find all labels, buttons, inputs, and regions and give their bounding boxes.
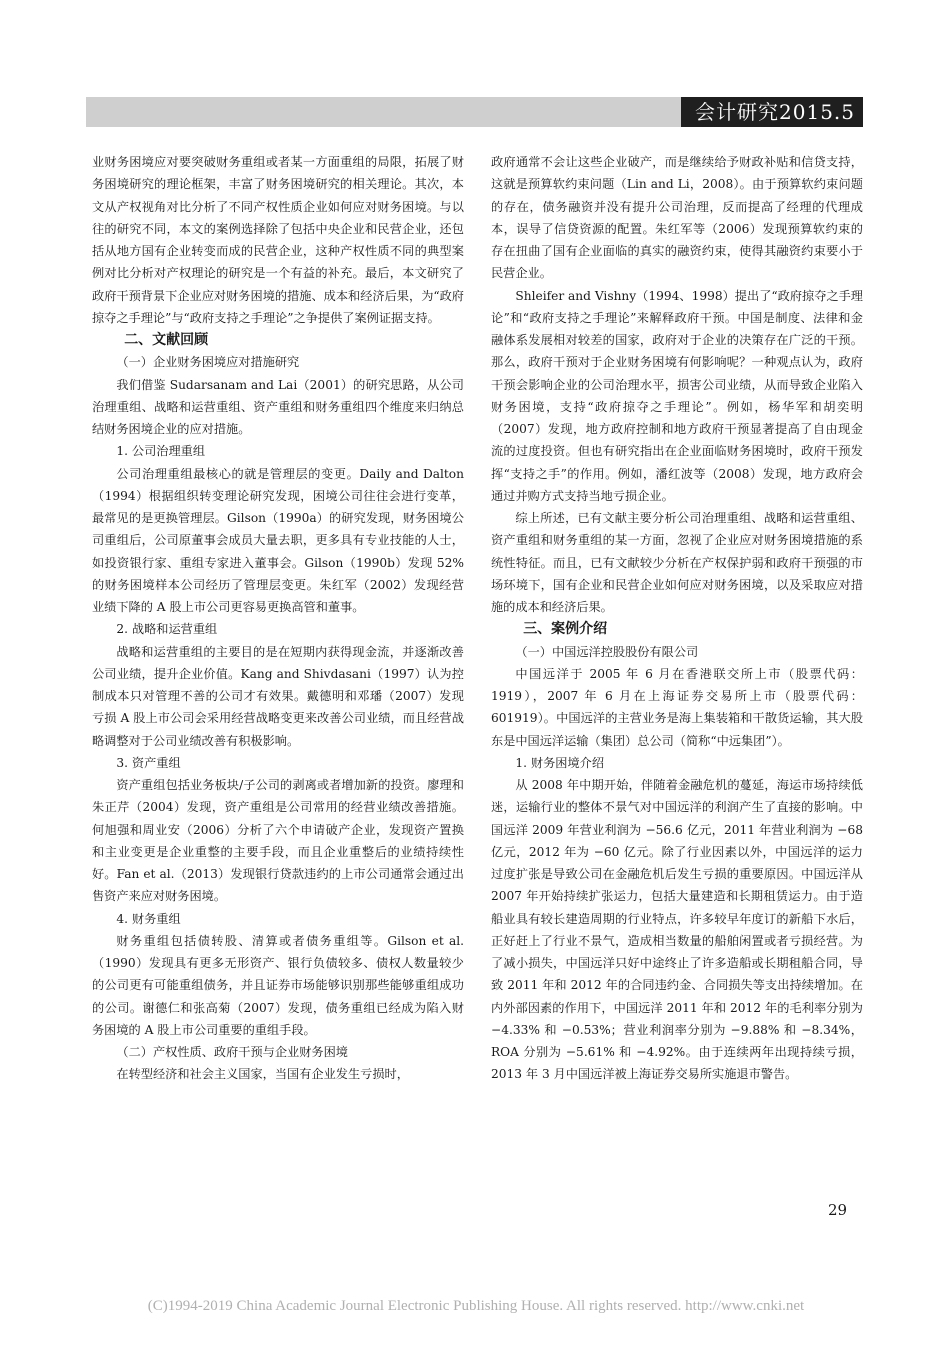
subsubsection-heading: 4. 财务重组: [116, 911, 181, 926]
journal-title: 会计研究2015.5: [681, 97, 863, 127]
page-number: 29: [828, 1201, 848, 1219]
paragraph: 政府通常不会让这些企业破产，而是继续给予财政补贴和信贷支持，这就是预算软约束问题（Lin and Li，2008）。由于预算软约束问题的存在，债务融资并没有提升公司治理，反而提高了经理的代理成本，误导了信贷资源的配置。朱红军等（2006）发现预算软约束的存在扭曲了国有企业面临的真实的融资约束，使得其融资约束要小于民营企业。: [491, 155, 863, 281]
subsubsection-heading: 1. 财务困境介绍: [515, 755, 605, 770]
paragraph: 综上所述，已有文献主要分析公司治理重组、战略和运营重组、资产重组和财务重组的某一方面，忽视了企业应对财务困境措施的系统性特征。而且，已有文献较少分析在产权保护弱和政府干预强的市场环境下，国有企业和民营企业如何应对财务困境，以及采取应对措施的成本和经济后果。: [491, 511, 863, 614]
paragraph: 公司治理重组最核心的就是管理层的变更。Daily and Dalton（1994）根据组织转变理论研究发现，困境公司往往会进行变革，最常见的是更换管理层。Gilson（1990a）的研究发现，财务困境公司重组后，公司原董事会成员大量去职，更多具有专业技能的人士，如投资银行家、重组专家进入董事会。Gilson（1990b）发现 52% 的财务困境样本公司经历了管理层变更。朱红军（2002）发现经营业绩下降的 A 股上市公司更容易更换高管和董事。: [92, 466, 464, 614]
paragraph: 从 2008 年中期开始，伴随着金融危机的蔓延，海运市场持续低迷，运输行业的整体不景气对中国远洋的利润产生了直接的影响。中国远洋 2009 年营业利润为 −56.6 亿元，2011 年营业利润为 −68 亿元，2012 年为 −60 亿元。除了行业因素以外，中国远洋的运力过度扩张是导致公司在金融危机后发生亏损的重要原因。中国远洋从 2007 年开始持续扩张运力，包括大量建造和长期租赁运力。由于造船业具有较长建造周期的行业特点，许多较早年度订的新船下水后，正好赶上了行业不景气，造成相当数量的船舶闲置或者亏损经营。为了减小损失，中国远洋只好中途终止了许多造船或长期租船合同，导致 2011 年和 2012 年的合同违约金、合同损失等支出持续增加。在内外部因素的作用下，中国远洋 2011 年和 2012 年的毛利率分别为 −4.33% 和 −0.53%；营业利润率分别为 −9.88% 和 −8.34%，ROA 分别为 −5.61% 和 −4.92%。由于连续两年出现持续亏损，2013 年 3 月中国远洋被上海证券交易所实施退市警告。: [491, 778, 863, 1082]
subsection-heading: （一）中国远洋控股股份有限公司: [515, 644, 699, 659]
paragraph: 战略和运营重组的主要目的是在短期内获得现金流，并逐渐改善公司业绩，提升企业价值。Kang and Shivdasani（1997）认为控制成本只对管理不善的公司才有效果。戴德明和邓璠（2007）发现亏损 A 股上市公司会采用经营战略变更来改善公司业绩，而且经营战略调整对于公司业绩改善有积极影响。: [92, 644, 464, 748]
paragraph: 我们借鉴 Sudarsanam and Lai（2001）的研究思路，从公司治理重组、战略和运营重组、资产重组和财务重组四个维度来归纳总结财务困境企业的应对措施。: [92, 377, 464, 436]
subsection-heading: （一）企业财务困境应对措施研究: [116, 355, 300, 370]
right-column: [491, 151, 863, 1086]
paragraph: 中国远洋于 2005 年 6 月在香港联交所上市（股票代码：1919），2007 年 6 月在上海证券交易所上市（股票代码：601919）。中国远洋的主营业务是海上集装箱和干散货运输，其大股东是中国远洋运输（集团）总公司（简称“中远集团”）。: [491, 666, 863, 748]
paragraph: 财务重组包括债转股、清算或者债务重组等。Gilson et al.（1990）发现具有更多无形资产、银行负债较多、债权人数量较少的公司更有可能重组债务，并且证券市场能够识别那些能够重组成功的公司。谢德仁和张高菊（2007）发现，债务重组已经成为陷入财务困境的 A 股上市公司重要的重组手段。: [92, 933, 464, 1037]
paragraph: 在转型经济和社会主义国家，当国有企业发生亏损时，: [116, 1067, 409, 1082]
section-heading: 二、文献回顾: [124, 332, 209, 348]
paragraph: Shleifer and Vishny（1994、1998）提出了“政府掠夺之手理论”和“政府支持之手理论”来解释政府干预。中国是制度、法律和金融体系发展相对较差的国家，政府对于企业的决策存在广泛的干预。那么，政府干预对于企业财务困境有何影响呢？一种观点认为，政府干预会影响企业的公司治理水平，损害公司业绩，从而导致企业陷入财务困境，支持“政府掠夺之手理论”。例如，杨华军和胡奕明（2007）发现，地方政府控制和地方政府干预显著提高了自由现金流的过度投资。但也有研究指出在企业面临财务困境时，政府干预发挥“支持之手”的作用。例如，潘红波等（2008）发现，地方政府会通过并购方式支持当地亏损企业。: [491, 288, 863, 503]
section-heading: 三、案例介绍: [523, 621, 608, 638]
subsubsection-heading: 1. 公司治理重组: [116, 444, 206, 459]
paragraph: 业财务困境应对要突破财务重组或者某一方面重组的局限，拓展了财务困境研究的理论框架，丰富了财务困境研究的相关理论。其次，本文从产权视角对比分析了不同产权性质企业如何应对财务困境。与以往的研究不同，本文的案例选择除了包括中央企业和民营企业，还包括从地方国有企业转变而成的民营企业，这种产权性质不同的典型案例对比分析对产权理论的研究是一个有益的补充。最后，本文研究了政府干预背景下企业应对财务困境的措施、成本和经济后果，为“政府掠夺之手理论”与“政府支持之手理论”之争提供了案例证据支持。: [92, 155, 464, 325]
subsubsection-heading: 2. 战略和运营重组: [116, 622, 218, 637]
paragraph: 资产重组包括业务板块/子公司的剥离或者增加新的投资。廖理和朱正芹（2004）发现，资产重组是公司常用的经营业绩改善措施。何旭强和周业安（2006）分析了六个申请破产企业，发现资产置换和主业变更是企业重整的主要手段，而且企业重整后的业绩持续性好。Fan et al.（2013）发现银行贷款违约的上市公司通常会通过出售资产来应对财务困境。: [92, 778, 464, 904]
copyright-watermark: (C)1994-2019 China Academic Journal Electronic Publishing House. All rights reserved. http://www.cnki.net: [147, 1298, 805, 1314]
running-header-band: [86, 97, 863, 127]
subsubsection-heading: 3. 资产重组: [116, 755, 181, 770]
subsection-heading: （二）产权性质、政府干预与企业财务困境: [116, 1045, 348, 1059]
left-column: [92, 151, 464, 1086]
